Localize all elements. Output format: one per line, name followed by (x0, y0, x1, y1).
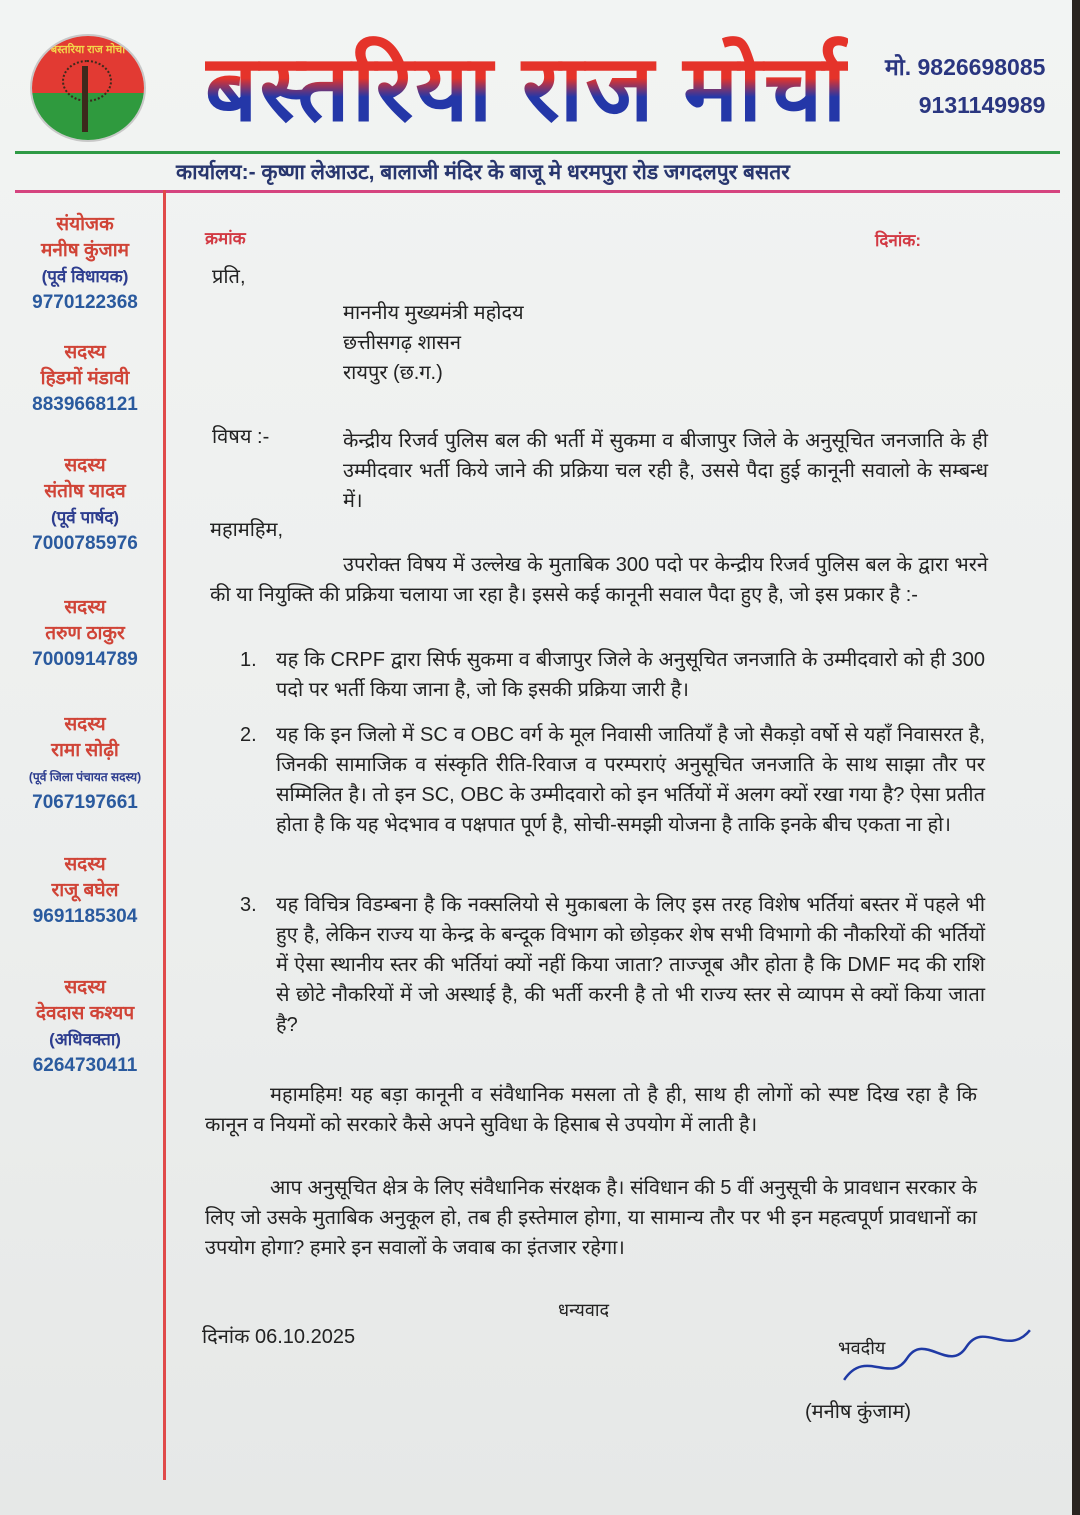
member-name: राजू बघेल (51, 880, 119, 901)
member-note: (अधिवक्ता) (49, 1030, 121, 1049)
letterhead-phones (885, 48, 1045, 124)
member-role: संयोजक (56, 214, 114, 235)
member-phone: 6264730411 (32, 1055, 138, 1076)
point-3 (240, 890, 985, 1040)
member-role: सदस्य (64, 977, 106, 998)
subject-text: केन्द्रीय रिजर्व पुलिस बल की भर्ती में सुकमा व बीजापुर जिले के अनुसूचित जनजाति के ही उम्मीदवार भर्ती किये जाने की प्रक्रिया चल रही है, उससे पैदा हुई कानूनी सवालो के सम्बन्ध में। (343, 430, 988, 512)
divider-pink (15, 190, 1060, 193)
divider-green (15, 151, 1060, 154)
member-role: सदस्य (64, 342, 106, 363)
sidebar-member (10, 712, 160, 816)
member-name: रामा सोढ़ी (51, 740, 119, 761)
logo-text: बस्तरिया राज मोर्चा (50, 44, 126, 56)
subject-label: विषय :- (212, 426, 270, 448)
signatory-name: (मनीष कुंजाम) (805, 1401, 912, 1423)
paragraph-2: महामहिम! यह बड़ा कानूनी व संवैधानिक मसला तो है ही, साथ ही लोगों को स्पष्ट दिख रहा है कि कानून व नियमों को सरकारे कैसे अपने सुविधा के हिसाब से उपयोग में लाती है। (205, 1084, 977, 1136)
recipient-line: छत्तीसगढ़ शासन (343, 332, 462, 354)
sidebar-member (10, 975, 160, 1079)
office-address: कार्यालय:- कृष्णा लेआउट, बालाजी मंदिर के बाजू मे धरमपुरा रोड जगदलपुर बसतर (176, 161, 790, 184)
date-label: दिनांक: (875, 231, 921, 250)
member-note: (पूर्व विधायक) (41, 267, 129, 286)
letterhead-title: बस्तरिया राज मोर्चा (205, 22, 848, 147)
point-number: 2. (240, 724, 257, 746)
member-name: हिडमों मंडावी (40, 368, 130, 389)
point-text: यह कि CRPF द्वारा सिर्फ सुकमा व बीजापुर जिले के अनुसूचित जनजाति के उम्मीदवारो को ही 300 पदो पर भर्ती किया जाना है, जो कि इसकी प्रक्रिया जारी है। (276, 649, 985, 701)
intro-paragraph: उपरोक्त विषय में उल्लेख के मुताबिक 300 पदो पर केन्द्रीय रिजर्व पुलिस बल के द्वारा भरने की या नियुक्ति की प्रक्रिया चलाया जा रहा है। इससे कई कानूनी सवाल पैदा हुए है, जो इस प्रकार है :- (210, 554, 988, 606)
thanks: धन्यवाद (558, 1300, 610, 1320)
member-phone: 8839668121 (32, 394, 138, 415)
recipient (343, 298, 524, 388)
member-name: देवदास कश्यप (35, 1003, 135, 1024)
signature-stroke (835, 1320, 1040, 1401)
sidebar-member (10, 340, 160, 418)
member-role: सदस्य (64, 597, 106, 618)
point-text: यह कि इन जिलो में SC व OBC वर्ग के मूल निवासी जातियाँ है जो सैकड़ो वर्षो से यहाँ निवासरत है, जिनकी सामाजिक व संस्कृति रीति-रिवाज व परम्पराएं अनुसूचित जनजाति के साथ साझा तौर पर सम्मिलित है। तो इन SC, OBC के उम्मीदवारो को इन भर्तियों में अलग क्यों रखा गया है? ऐसा प्रतीत होता है कि यह भेदभाव व पक्षपात पूर्ण है, सोची-समझी योजना है ताकि इनके बीच एकता ना हो। (276, 724, 985, 836)
member-phone: 7000785976 (32, 533, 138, 554)
member-phone: 9691185304 (32, 906, 138, 927)
prati: प्रति, (212, 266, 246, 288)
member-note: (पूर्व पार्षद) (50, 508, 120, 527)
recipient-line: रायपुर (छ.ग.) (343, 362, 443, 384)
member-phone: 7067197661 (32, 792, 138, 813)
point-1 (240, 645, 985, 705)
member-name: संतोष यादव (44, 481, 126, 502)
member-phone: 7000914789 (32, 649, 138, 670)
sidebar-member (10, 212, 160, 316)
member-name: तरुण ठाकुर (45, 623, 125, 644)
phone-2: 9131149989 (918, 92, 1046, 118)
point-number: 3. (240, 894, 257, 916)
member-name: मनीष कुंजाम (40, 240, 130, 261)
point-2 (240, 720, 985, 840)
point-text: यह विचित्र विडम्बना है कि नक्सलियो से मुकाबला के लिए इस तरह विशेष भर्तियां बस्तर में पहले भी हुए है, लेकिन राज्य या केन्द्र के बन्दूक विभाग को छोड़कर शेष सभी विभागो की नौकरियों की भर्तियों में ऐसा स्थानीय स्तर की भर्तियां क्यों नहीं किया जाता? ताज्जूब और होता है कि DMF मद की राशि से छोटे नौकरियों में जो अस्थाई है, की भर्ती करनी है तो भी राज्य स्तर से व्यापम से क्यों किया जाता है? (276, 894, 985, 1036)
point-number: 1. (240, 649, 257, 671)
tree-trunk (82, 66, 88, 132)
salutation: महामहिम, (210, 519, 284, 541)
phone-1: मो. 9826698085 (885, 54, 1046, 80)
sidebar-member (10, 453, 160, 557)
member-phone: 9770122368 (32, 292, 138, 313)
paragraph-3: आप अनुसूचित क्षेत्र के लिए संवैधानिक संरक्षक है। संविधान की 5 वीं अनुसूची के प्रावधान सरकार के लिए जो उसके मुताबिक अनुकूल हो, तब ही इस्तेमाल होगा, या सामान्य तौर पर भी इन महत्वपूर्ण प्रावधानों का उपयोग होगा? हमारे इन सवालों के जवाब का इंतजार रहेगा। (205, 1177, 977, 1259)
member-role: सदस्य (64, 854, 106, 875)
closing: भवदीय (838, 1338, 886, 1358)
member-role: सदस्य (64, 714, 106, 735)
reference-number-label: क्रमांक (205, 229, 246, 248)
sidebar-member (10, 595, 160, 673)
letter-date: दिनांक 06.10.2025 (202, 1326, 356, 1348)
member-role: सदस्य (64, 455, 106, 476)
sidebar-member (10, 852, 160, 930)
party-logo (32, 36, 144, 140)
recipient-line: माननीय मुख्यमंत्री महोदय (343, 302, 524, 324)
margin-line (163, 190, 166, 1480)
member-note: (पूर्व जिला पंचायत सदस्य) (28, 770, 142, 784)
